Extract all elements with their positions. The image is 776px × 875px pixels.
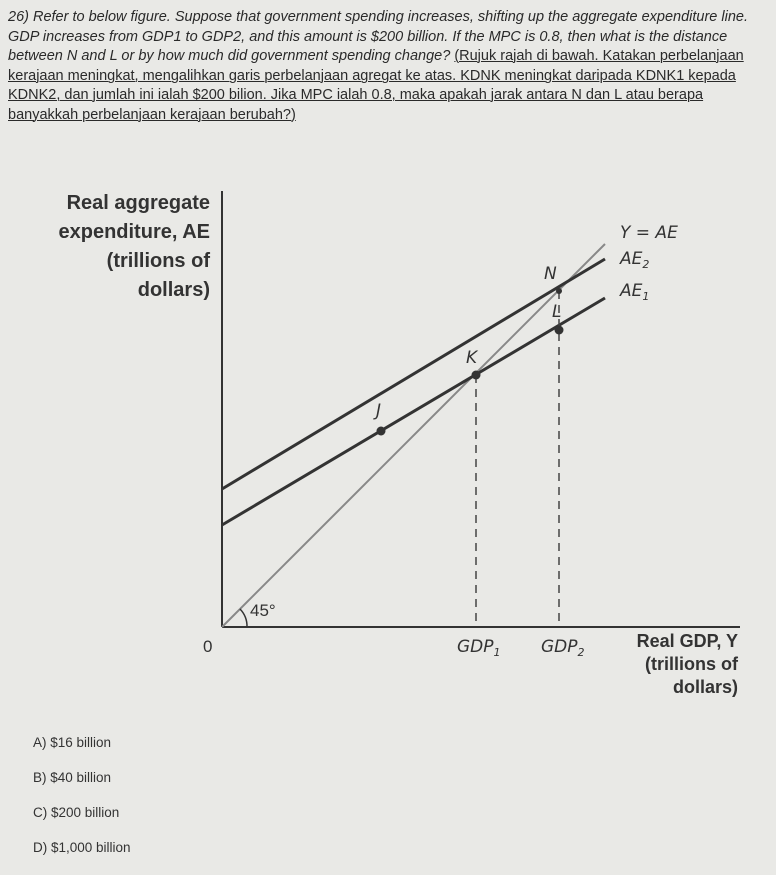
label-point-n: N bbox=[544, 264, 557, 284]
point-k bbox=[472, 371, 481, 380]
option-c[interactable]: C) $200 billion bbox=[33, 805, 120, 820]
option-d[interactable]: D) $1,000 billion bbox=[33, 840, 131, 855]
angle-label: 45° bbox=[250, 601, 276, 620]
ae-diagram bbox=[0, 185, 776, 715]
line-y-eq-ae bbox=[222, 244, 605, 627]
tick-gdp1-sub: 1 bbox=[493, 646, 501, 659]
origin-label: 0 bbox=[203, 637, 213, 656]
tick-gdp1 bbox=[457, 637, 501, 659]
label-y-eq-ae: Y = AE bbox=[620, 223, 678, 243]
y-axis-label-line-3: (trillions of bbox=[106, 250, 210, 272]
tick-gdp2-base: GDP bbox=[541, 637, 578, 657]
point-n bbox=[556, 288, 562, 294]
y-axis-label-line-1: Real aggregate bbox=[66, 192, 210, 214]
label-ae1 bbox=[620, 281, 649, 303]
y-axis-label bbox=[58, 189, 210, 305]
label-ae2-sub: 2 bbox=[642, 258, 650, 271]
question-text bbox=[8, 8, 763, 125]
question-malay: (Rujuk rajah di bawah. Katakan perbelanjaan kerajaan meningkat, mengalihkan garis perbelanjaan agregat ke atas. KDNK meningkat daripada KDNK1 kepada KDNK2, dan jumlah ini ialah $200 bilion. Jika MPC ialah 0.8, maka apakah jarak antara N dan L atau berapa banyakkah perbelanjaan kerajaan berubah?) bbox=[8, 48, 744, 123]
label-ae2 bbox=[620, 249, 649, 271]
tick-gdp2-sub: 2 bbox=[577, 646, 585, 659]
point-j bbox=[377, 427, 386, 436]
angle-arc bbox=[240, 609, 247, 627]
label-ae1-sub: 1 bbox=[642, 290, 650, 303]
y-axis-label-line-4: dollars) bbox=[137, 279, 210, 301]
answer-options bbox=[33, 735, 131, 875]
label-point-l: L bbox=[552, 302, 562, 322]
y-axis-label-line-2: expenditure, AE bbox=[58, 221, 210, 243]
label-point-k: K bbox=[466, 348, 478, 368]
option-a[interactable]: A) $16 billion bbox=[33, 735, 112, 750]
point-l bbox=[555, 326, 564, 335]
x-axis-label-line-2: (trillions of bbox=[645, 654, 738, 674]
x-axis-label bbox=[637, 630, 738, 699]
tick-gdp2 bbox=[541, 637, 585, 659]
tick-gdp1-base: GDP bbox=[457, 637, 494, 657]
x-axis-label-line-1: Real GDP, Y bbox=[636, 631, 738, 651]
label-point-j: J bbox=[376, 401, 382, 421]
label-ae2-base: AE bbox=[620, 249, 643, 269]
x-axis-label-line-3: dollars) bbox=[672, 677, 738, 697]
line-ae1 bbox=[222, 298, 605, 525]
question-english: 26) Refer to below figure. Suppose that government spending increases, shifting up the aggregate expenditure line. GDP increases from GDP1 to GDP2, and this amount is $200 billion. If the MPC is 0.8, then what is the distance between N and L or by how much did government spending change? bbox=[8, 9, 748, 64]
line-ae2 bbox=[222, 259, 605, 489]
option-b[interactable]: B) $40 billion bbox=[33, 770, 112, 785]
label-ae1-base: AE bbox=[620, 281, 643, 301]
